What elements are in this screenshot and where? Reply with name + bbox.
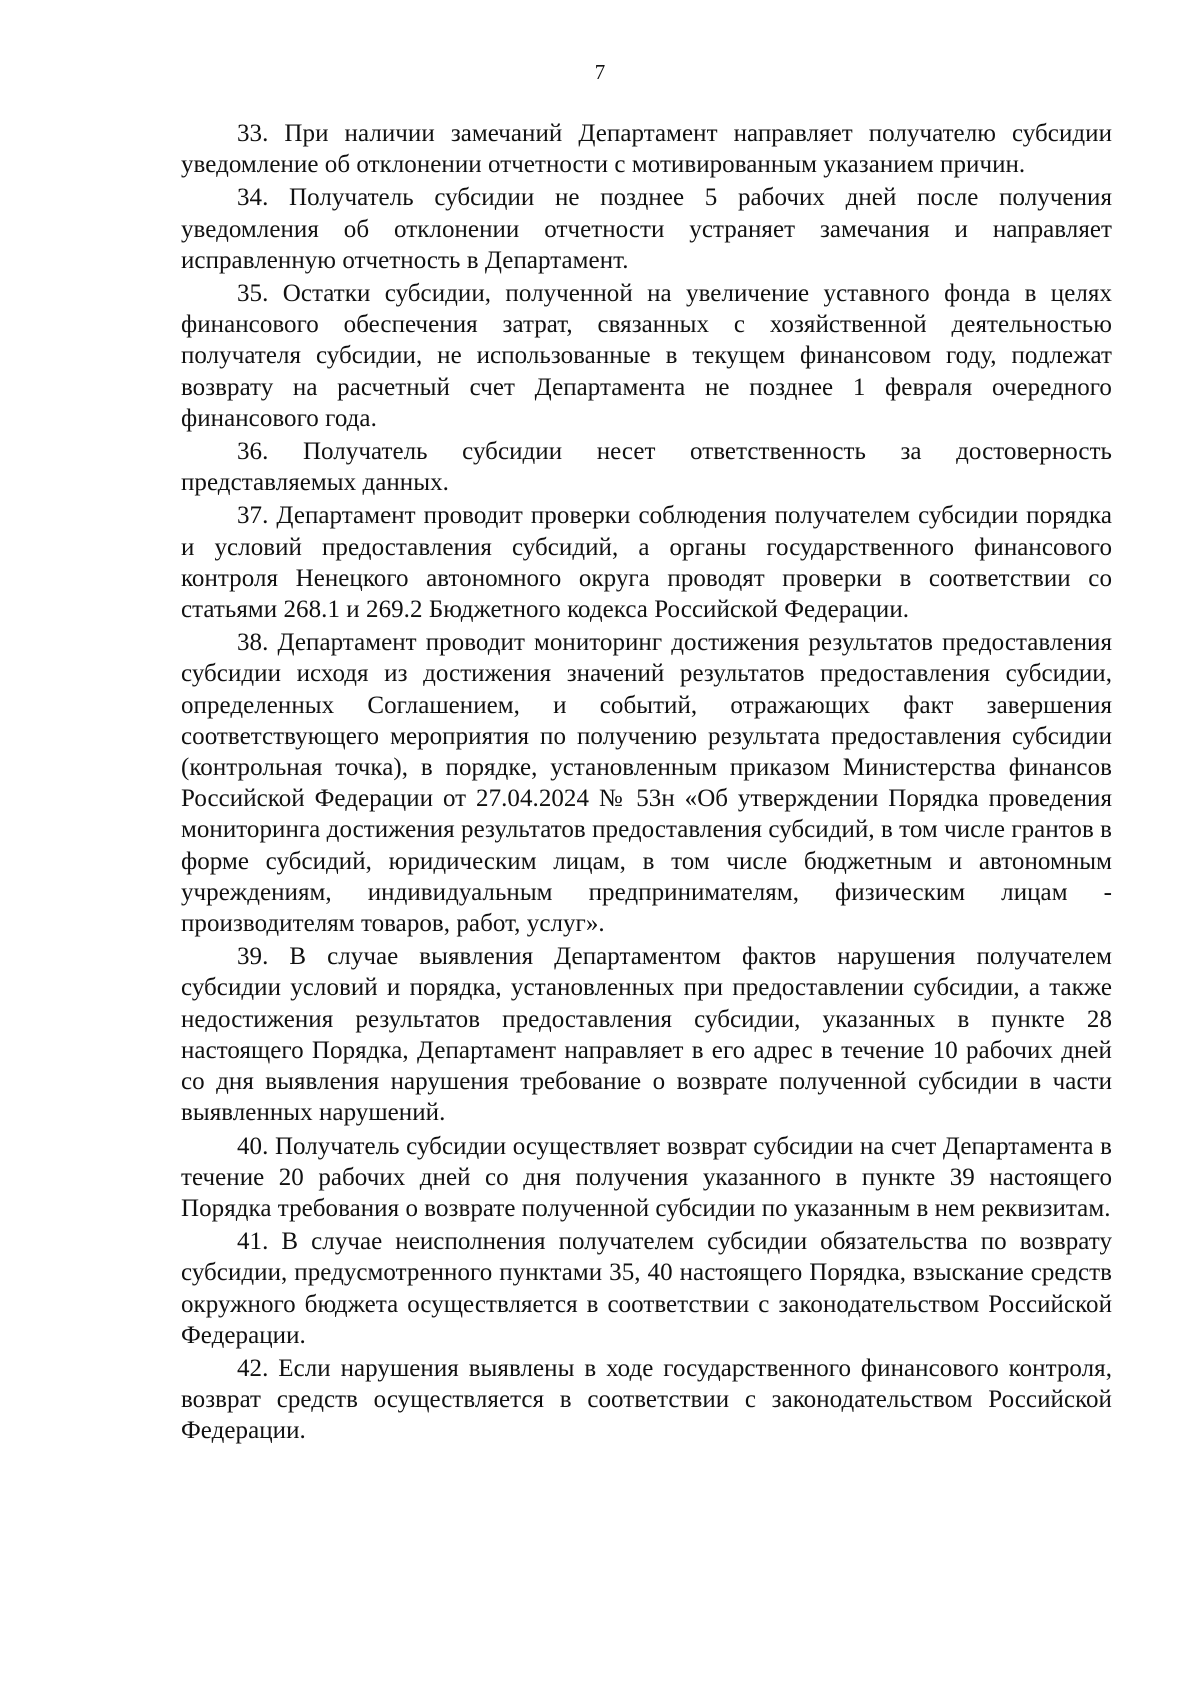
paragraph-35: 35. Остатки субсидии, полученной на увеличение уставного фонда в целях финансового обеспечения затрат, связанных с хозяйственной деятельностью получателя субсидии, не использованные в текущем финансовом году, подлежат возврату на расчетный счет Департамента не позднее 1 февраля очередного финансового года. [181,280,1112,432]
paragraph-42: 42. Если нарушения выявлены в ходе государственного финансового контроля, возврат средств осуществляется в соответствии с законодательством Российской Федерации. [181,1354,1112,1445]
paragraph-39: 39. В случае выявления Департаментом фактов нарушения получателем субсидии условий и порядка, установленных при предоставлении субсидии, а также недостижения результатов предоставления субсидии, указанных в пункте 28 настоящего Порядка, Департамент направляет в его адрес в течение 10 рабочих дней со дня выявления нарушения требование о возврате полученной субсидии в части выявленных нарушений. [181,943,1112,1127]
page-number: 7 [594,60,606,84]
paragraph-40: 40. Получатель субсидии осуществляет возврат субсидии на счет Департамента в течение 20 рабочих дней со дня получения указанного в пункте 39 настоящего Порядка требования о возврате полученной субсидии по указанным в нем реквизитам. [181,1132,1112,1222]
paragraph-33: 33. При наличии замечаний Департамент направляет получателю субсидии уведомление об отклонении отчетности с мотивированным указанием причин. [181,120,1112,179]
paragraph-41: 41. В случае неисполнения получателем субсидии обязательства по возврату субсидии, предусмотренного пунктами 35, 40 настоящего Порядка, взыскание средств окружного бюджета осуществляется в соответствии с законодательством Российской Федерации. [181,1228,1112,1349]
paragraph-38: 38. Департамент проводит мониторинг достижения результатов предоставления субсидии исходя из достижения значений результатов предоставления субсидии, определенных Соглашением, и событий, отражающих факт завершения соответствующего мероприятия по получению результата предоставления субсидии (контрольная точка), в порядке, установленным приказом Министерства финансов Российской Федерации от 27.04.2024 № 53н «Об утверждении Порядка проведения мониторинга достижения результатов предоставления субсидий, в том числе грантов в форме субсидий, юридическим лицам, в том числе бюджетным и автономным учреждениям, индивидуальным предпринимателям, физическим лицам - производителям товаров, работ, услуг». [181,629,1112,938]
document-body [181,118,1112,1447]
paragraph-37: 37. Департамент проводит проверки соблюдения получателем субсидии порядка и условий предоставления субсидий, а органы государственного финансового контроля Ненецкого автономного округа проводят проверки в соответствии со статьями 268.1 и 269.2 Бюджетного кодекса Российской Федерации. [181,502,1112,624]
paragraph-34: 34. Получатель субсидии не позднее 5 рабочих дней после получения уведомления об отклонении отчетности устраняет замечания и направляет исправленную отчетность в Департамент. [181,184,1112,274]
paragraph-36: 36. Получатель субсидии несет ответственность за достоверность представляемых данных. [181,438,1112,497]
